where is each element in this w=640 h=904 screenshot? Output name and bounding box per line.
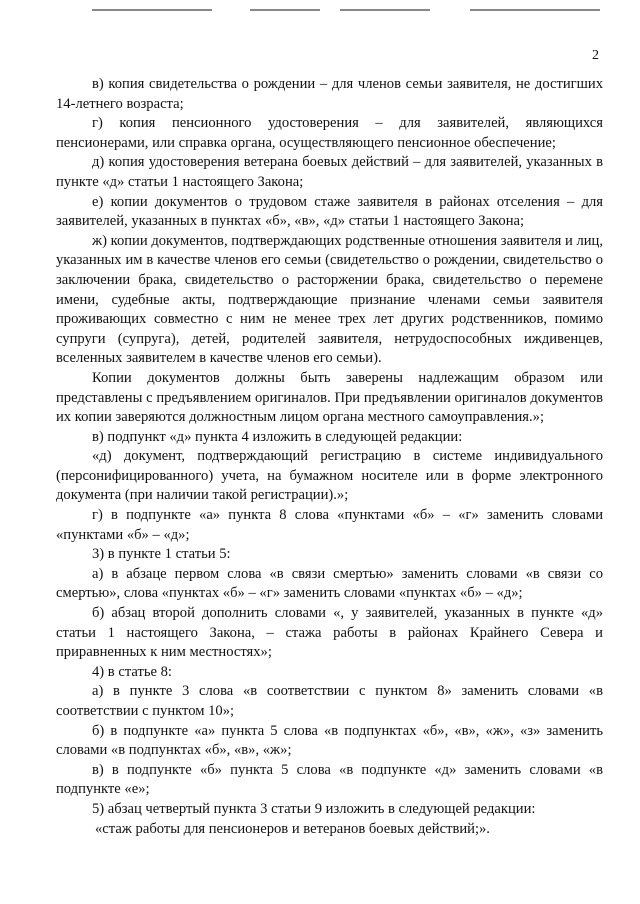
paragraph-d-veteran-certificate: д) копия удостоверения ветерана боевых действий – для заявителей, указанных в пункте «д» статьи 1 настоящего Закона; — [56, 154, 603, 190]
scan-edge-line — [470, 9, 600, 11]
paragraph-v-subpoint-b-item-5: в) в подпункте «б» пункта 5 слова «в подпункте «д» заменить словами «в подпункте «е»; — [56, 761, 603, 798]
paragraph-a-item-3: а) в пункте 3 слова «в соответствии с пунктом 8» заменить словами «в соответствии с пунктом 10»; — [56, 683, 603, 719]
paragraph-quoted-registration-document: «д) документ, подтверждающий регистрацию в системе индивидуального (персонифицированного) учета, на бумажном носителе или в форме электронного документа (при наличии такой регистрации).»; — [56, 448, 603, 504]
scan-edge-line — [250, 9, 320, 11]
paragraph-zh-family-documents: ж) копии документов, подтверждающих родственные отношения заявителя и лиц, указанных им в качестве членов его семьи (свидетельство о рождении, свидетельство о заключении брака, свидетельство о расторжении брака, свидетельство о перемене имени, судебные акты, подтверждающие признание членами семьи заявителя проживающих совместно с ним не менее трех лет других родственников, помимо супруги (супруга), детей, родителей заявителя, нетрудоспособных иждивенцев, вселенных заявителем в качестве членов его семьи). — [56, 232, 603, 367]
scan-edge-line — [340, 9, 430, 11]
page-number: 2 — [592, 48, 599, 63]
paragraph-copies-certification: Копии документов должны быть заверены надлежащим образом или представлены с предъявлением оригиналов. При предъявлении оригиналов документов их копии заверяются должностным лицом органа местного самоуправления.»; — [56, 369, 603, 426]
paragraph-5-article-9: 5) абзац четвертый пункта 3 статьи 9 изложить в следующей редакции: — [92, 800, 536, 817]
paragraph-a-first-indent: а) в абзаце первом слова «в связи смертью» заменить словами «в связи со смертью», слова «пунктах «б» – «г» заменить словами «пунктах «б» – «д»; — [56, 565, 603, 602]
document-body — [56, 75, 603, 839]
paragraph-v-birth-certificate: в) копия свидетельства о рождении – для членов семьи заявителя, не достигших 14-летнего возраста; — [56, 76, 603, 112]
paragraph-e-work-experience: е) копии документов о трудовом стаже заявителя в районах отселения – для заявителей, указанных в пунктах «б», «в», «д» статьи 1 настоящего Закона; — [56, 193, 603, 230]
paragraph-3-article-5: 3) в пункте 1 статьи 5: — [92, 546, 231, 563]
paragraph-g-pension-certificate: г) копия пенсионного удостоверения – для заявителей, являющихся пенсионерами, или справка органа, осуществляющего пенсионное обеспечение; — [56, 115, 603, 151]
paragraph-b-second-indent: б) абзац второй дополнить словами «, у заявителей, указанных в пункте «д» статьи 1 настоящего Закона, – стажа работы в районах Крайнего Севера и приравненных к ним местностях»; — [56, 605, 603, 661]
scan-edge-line — [92, 9, 212, 11]
paragraph-b-subpoint-a-item-5: б) в подпункте «а» пункта 5 слова «в подпунктах «б», «в», «ж», «з» заменить словами «в подпунктах «б», «в», «ж»; — [56, 722, 603, 759]
paragraph-v-subpoint-d-item-4: в) подпункт «д» пункта 4 изложить в следующей редакции: — [92, 428, 463, 445]
paragraph-g-subpoint-a-item-8: г) в подпункте «а» пункта 8 слова «пунктами «б» – «г» заменить словами «пунктами «б» – «д»; — [56, 507, 603, 543]
paragraph-quoted-work-experience: «стаж работы для пенсионеров и ветеранов боевых действий;». — [95, 820, 490, 837]
paragraph-4-article-8: 4) в статье 8: — [92, 663, 172, 680]
